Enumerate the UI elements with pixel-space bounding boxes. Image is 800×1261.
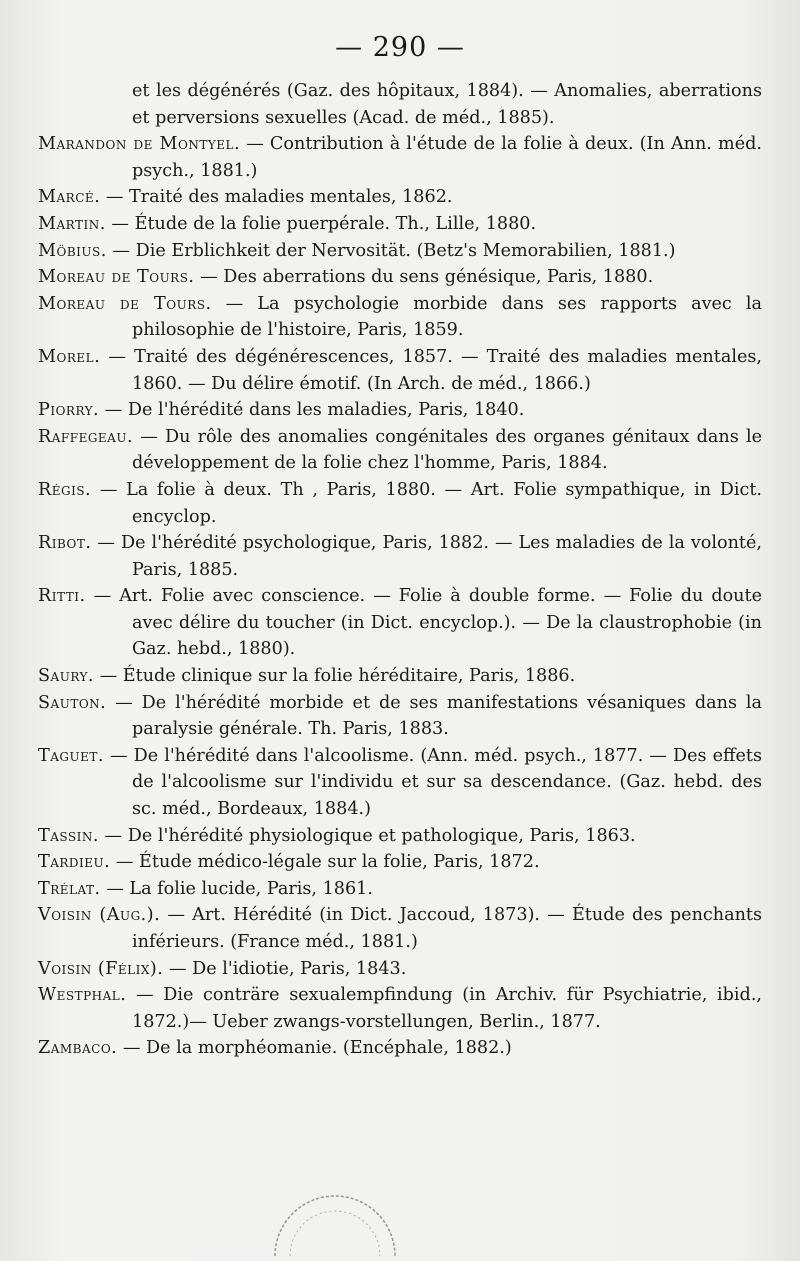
entry-author: Régis. [38,479,92,500]
bibliography-entry [38,530,762,583]
bibliography-entry [38,982,762,1035]
entry-author: Ritti. [38,586,86,607]
entry-text: — La folie lucide, Paris, 1861. [100,878,373,899]
page-number: — 290 — [335,32,465,63]
library-stamp [255,1178,415,1258]
entry-author: Ribot. [38,533,92,554]
bibliography-entry [38,291,762,344]
entry-author: Raffegeau. [38,426,134,447]
bibliography-entry [38,264,762,291]
bibliography-entry [38,238,762,265]
entry-text: et les dégénérés (Gaz. des hôpitaux, 1884). — Anomalies, aberrations et perversions sexuelles (Acad. de méd., 1885). [132,81,762,128]
entry-text: — Du rôle des anomalies congénitales des organes génitaux dans le développement de la folie chez l'homme, Paris, 1884. [132,426,762,474]
entry-author: Moreau de Tours. [38,267,195,288]
entry-author: Marcé. [38,187,101,208]
entry-text: — La folie à deux. Th , Paris, 1880. — Art. Folie sympathique, in Dict. encyclop. [91,479,762,527]
bibliography-entry [38,184,762,211]
entry-author: Sauton. [38,692,107,713]
bibliography-entry [38,583,762,663]
bibliography-entry [38,477,762,530]
entry-text: — Traité des dégénérescences, 1857. — Traité des maladies mentales, 1860. — Du délire émotif. (In Arch. de méd., 1866.) [100,346,762,394]
entry-author: Saury. [38,666,95,687]
entry-text: — Étude de la folie puerpérale. Th., Lille, 1880. [105,213,537,234]
entry-author: Martin. [38,213,106,234]
bibliography-entry [38,1035,762,1062]
entry-text: — Des aberrations du sens génésique, Paris, 1880. [194,267,654,288]
bibliography-entry [38,211,762,238]
entry-text: — De l'hérédité psychologique, Paris, 1882. — Les maladies de la volonté, Paris, 1885. [91,533,762,580]
bibliography-entry [38,690,762,743]
bibliography-entry [38,131,762,184]
entry-author: Westphal. [38,985,127,1006]
bibliography-entry [38,902,762,955]
entry-text: — Étude clinique sur la folie héréditaire, Paris, 1886. [94,666,576,687]
bibliography-list [38,78,762,1062]
bibliography-entry [38,849,762,876]
entry-text: — De la morphéomanie. (Encéphale, 1882.) [117,1038,512,1059]
entry-text: — De l'hérédité dans les maladies, Paris, 1840. [99,400,525,421]
entry-text: — De l'hérédité physiologique et pathologique, Paris, 1863. [98,825,636,846]
entry-text: — Étude médico-légale sur la folie, Paris, 1872. [110,852,540,873]
entry-author: Voisin (Félix). [38,958,164,979]
entry-text: — De l'idiotie, Paris, 1843. [163,958,407,979]
bibliography-entry [38,823,762,850]
entry-text: — Die Erblichkeit der Nervosität. (Betz's Memorabilien, 1881.) [106,240,676,261]
entry-author: Marandon de Montyel. [38,134,241,155]
entry-text: — Art. Folie avec conscience. — Folie à double forme. — Folie du doute avec délire du toucher (in Dict. encyclop.). — De la claustrophobie (in Gaz. hebd., 1880). [85,586,762,660]
bibliography-entry [38,397,762,424]
bibliography-entry [38,956,762,983]
bibliography-entry [38,663,762,690]
entry-text: — De l'hérédité dans l'alcoolisme. (Ann. méd. psych., 1877. — Des effets de l'alcoolisme sur l'individu et sur sa descendance. (Gaz. hebd. des sc. méd., Bordeaux, 1884.) [103,745,762,820]
bibliography-entry [38,424,762,477]
entry-text: — La psychologie morbide dans ses rapports avec la philosophie de l'histoire, Paris, 1859. [132,293,762,341]
entry-author: Morel. [38,346,101,367]
bibliography-entry [38,78,762,131]
entry-author: Piorry. [38,400,100,421]
entry-author: Moreau de Tours. [38,293,212,314]
entry-author: Tardieu. [38,852,111,873]
entry-author: Zambaco. [38,1038,118,1059]
entry-author: Taguet. [38,745,104,766]
entry-author: Trélat. [38,878,101,899]
entry-author: Möbius. [38,240,107,261]
entry-text: — Traité des maladies mentales, 1862. [100,187,453,208]
bibliography-entry [38,344,762,397]
bibliography-entry [38,743,762,823]
entry-text: — Contribution à l'étude de la folie à deux. (In Ann. méd. psych., 1881.) [132,134,762,181]
bibliography-entry [38,876,762,903]
entry-text: — De l'hérédité morbide et de ses manifestations vésaniques dans la paralysie générale. Th. Paris, 1883. [106,692,762,740]
entry-text: — Die conträre sexualempfindung (in Archiv. für Psychiatrie, ibid., 1872.)— Ueber zwangs-vorstellungen, Berlin., 1877. [126,985,762,1032]
entry-text: — Art. Hérédité (in Dict. Jaccoud, 1873). — Étude des penchants inférieurs. (France méd., 1881.) [132,905,763,952]
entry-author: Voisin (Aug.). [38,905,161,926]
entry-author: Tassin. [38,825,99,846]
